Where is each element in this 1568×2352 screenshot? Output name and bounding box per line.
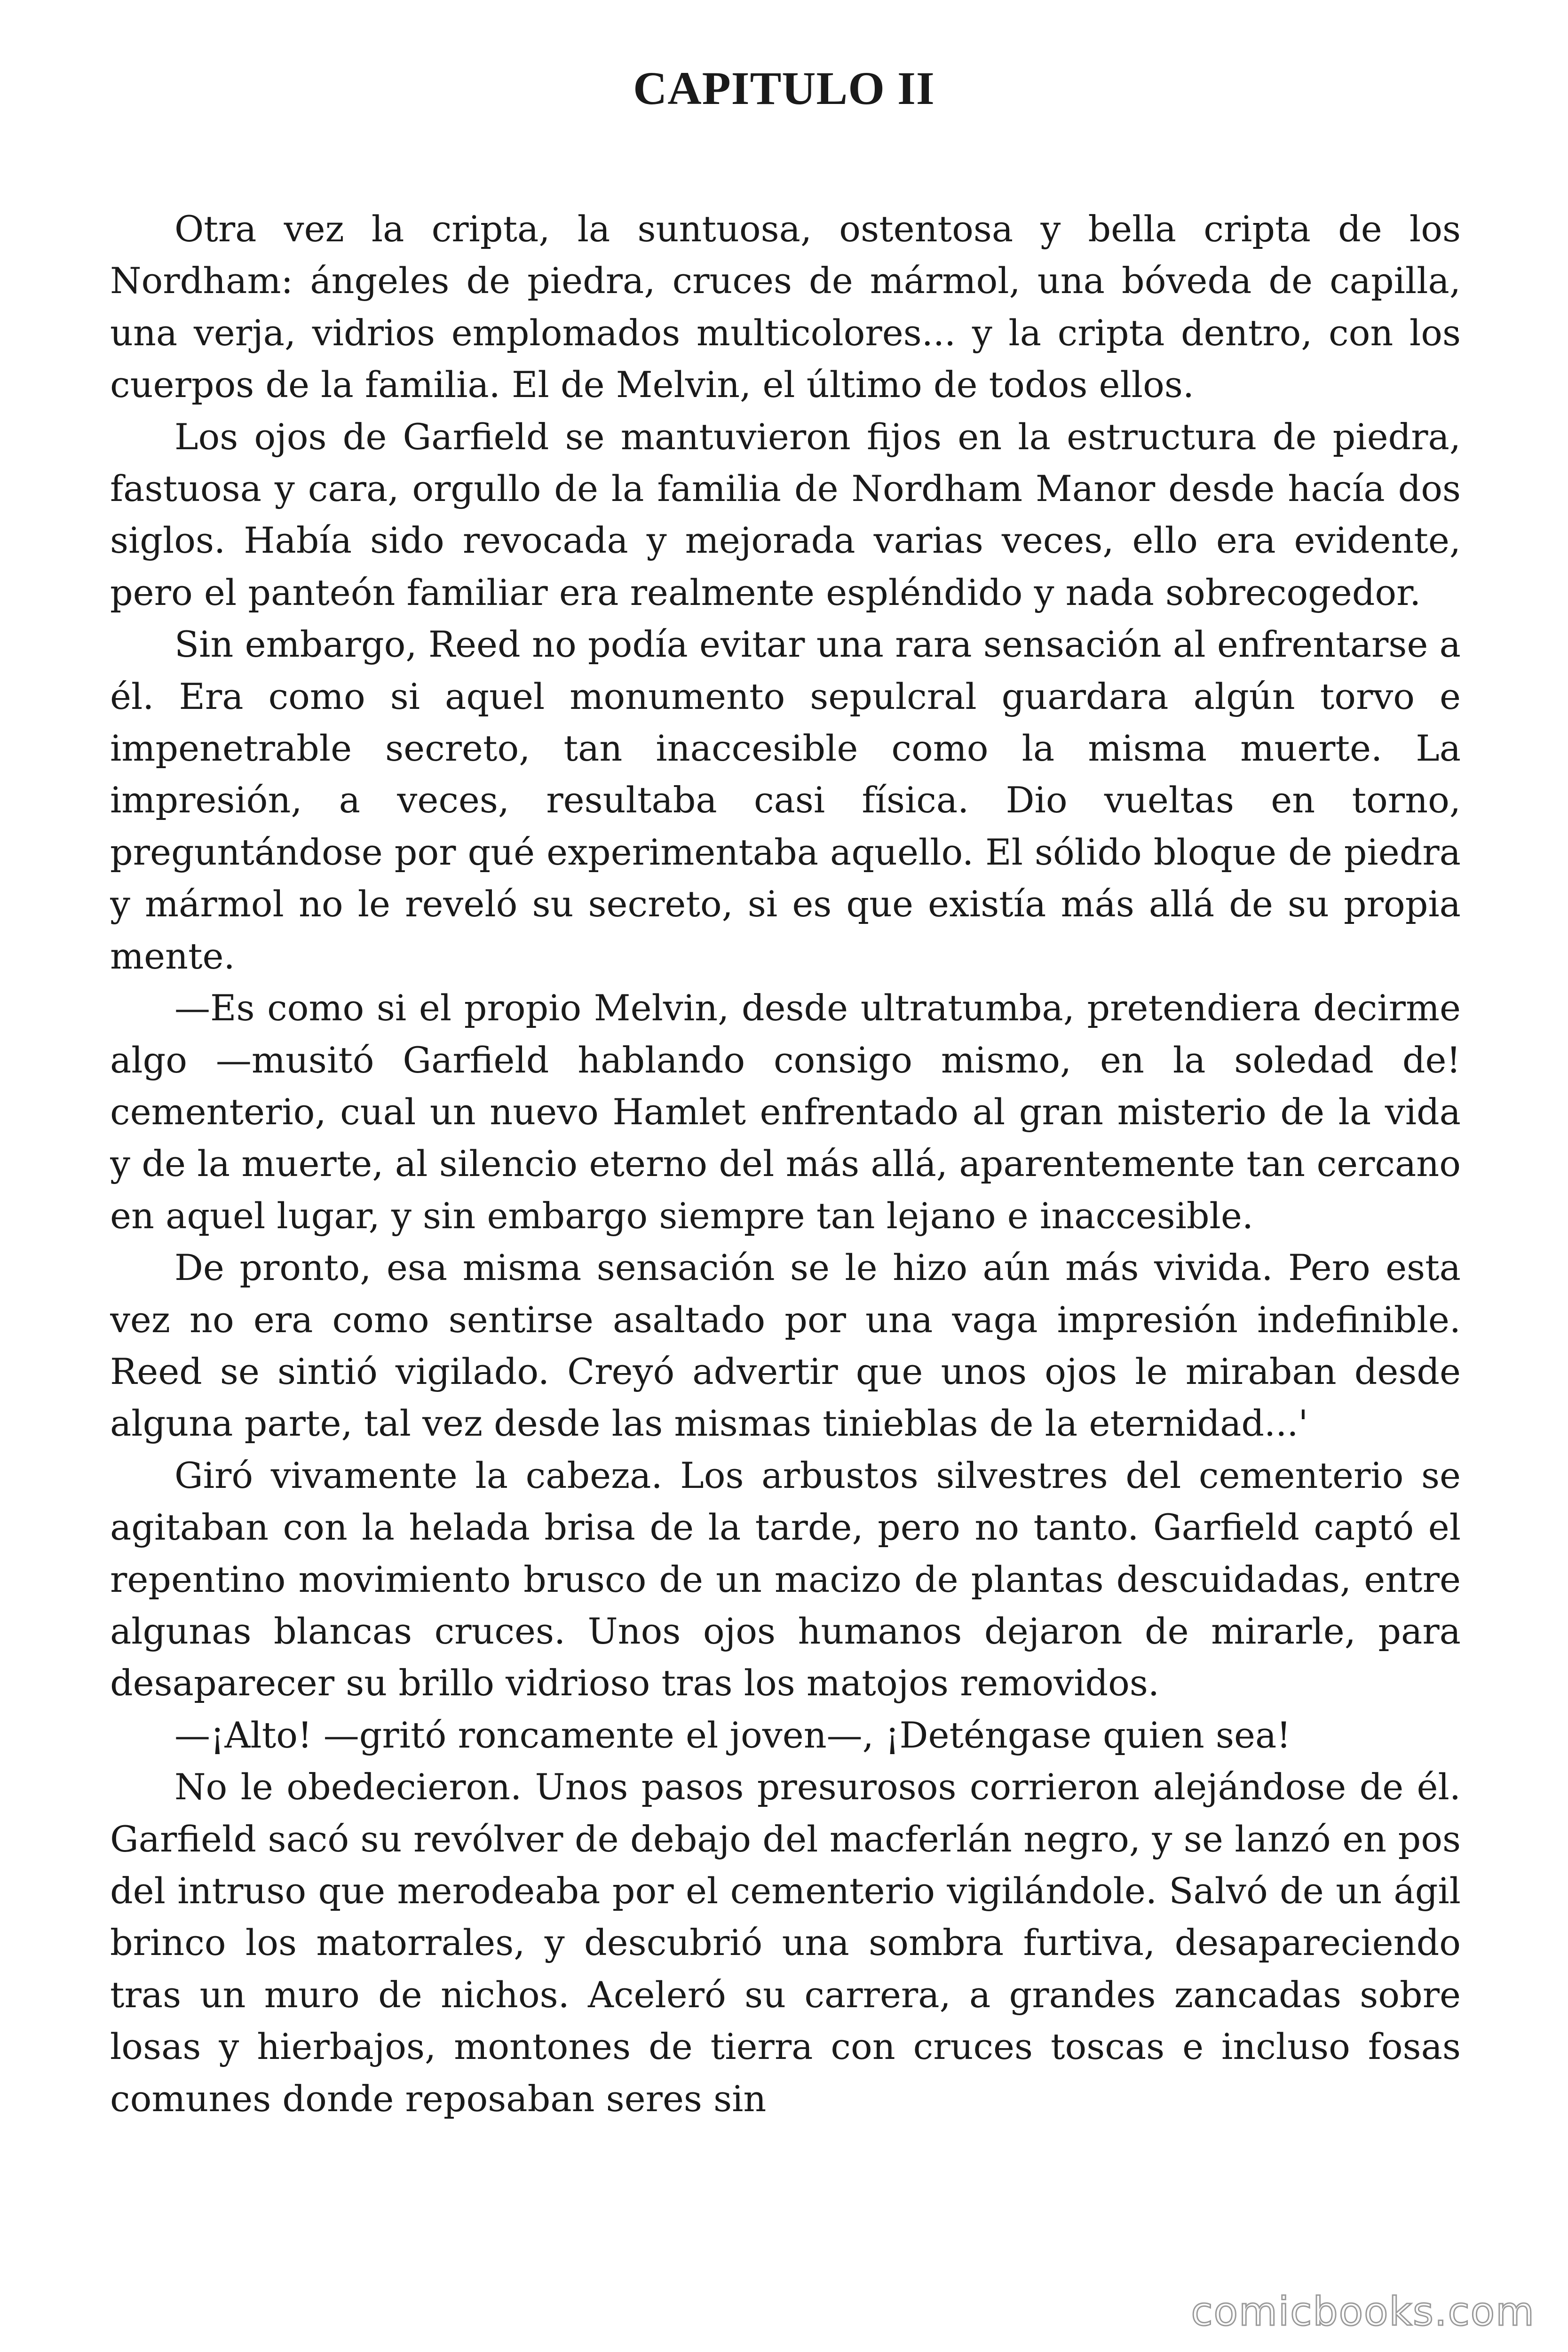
- chapter-title: CAPITULO II: [633, 62, 935, 114]
- paragraph: No le obedecieron. Unos pasos presurosos corrieron alejándose de él. Garfield sacó su revólver de debajo del macferlán negro, y se lanzó en pos del intruso que merodeaba por el cementerio vigilándole. Salvó de un ágil brinco los matorrales, y descubrió una sombra furtiva, desapareciendo tras un muro de nichos. Aceleró su carrera, a grandes zancadas sobre losas y hierbajos, montones de tierra con cruces toscas e incluso fosas comunes donde reposaban seres sin: [110, 1766, 1461, 2120]
- paragraph: Otra vez la cripta, la suntuosa, ostentosa y bella cripta de los Nordham: ángeles de piedra, cruces de mármol, una bóveda de capilla, una verja, vidrios emplomados multicolores... y la cripta dentro, con los cuerpos de la familia. El de Melvin, el último de todos ellos.: [110, 208, 1461, 406]
- paragraph: —¡Alto! —gritó roncamente el joven—, ¡Deténgase quien sea!: [174, 1714, 1291, 1756]
- paragraph: —Es como si el propio Melvin, desde ultratumba, pretendiera decirme algo —musitó Garfield hablando consigo mismo, en la soledad de! cementerio, cual un nuevo Hamlet enfrentado al gran misterio de la vida y de la muerte, al silencio eterno del más allá, aparentemente tan cercano en aquel lugar, y sin embargo siempre tan lejano e inaccesible.: [110, 987, 1461, 1237]
- paragraph: De pronto, esa misma sensación se le hizo aún más vivida. Pero esta vez no era como sentirse asaltado por una vaga impresión indefinible. Reed se sintió vigilado. Creyó advertir que unos ojos le miraban desde alguna parte, tal vez desde las mismas tinieblas de la eternidad...': [110, 1247, 1461, 1445]
- watermark: comicbooks.com: [1191, 2288, 1535, 2335]
- paragraph: Giró vivamente la cabeza. Los arbustos silvestres del cementerio se agitaban con la helada brisa de la tarde, pero no tanto. Garfield captó el repentino movimiento brusco de un macizo de plantas descuidadas, entre algunas blancas cruces. Unos ojos humanos dejaron de mirarle, para desaparecer su brillo vidrioso tras los matojos removidos.: [110, 1454, 1461, 1704]
- chapter-body: [110, 203, 1461, 2352]
- paragraph: Sin embargo, Reed no podía evitar una rara sensación al enfrentarse a él. Era como si aquel monumento sepulcral guardara algún torvo e impenetrable secreto, tan inaccesible como la misma muerte. La impresión, a veces, resultaba casi física. Dio vueltas en torno, preguntándose por qué experimentaba aquello. El sólido bloque de piedra y mármol no le reveló su secreto, si es que existía más allá de su propia mente.: [110, 623, 1461, 977]
- paragraph: Los ojos de Garfield se mantuvieron fijos en la estructura de piedra, fastuosa y cara, orgullo de la familia de Nordham Manor desde hacía dos siglos. Había sido revocada y mejorada varias veces, ello era evidente, pero el panteón familiar era realmente espléndido y nada sobrecogedor.: [110, 415, 1461, 613]
